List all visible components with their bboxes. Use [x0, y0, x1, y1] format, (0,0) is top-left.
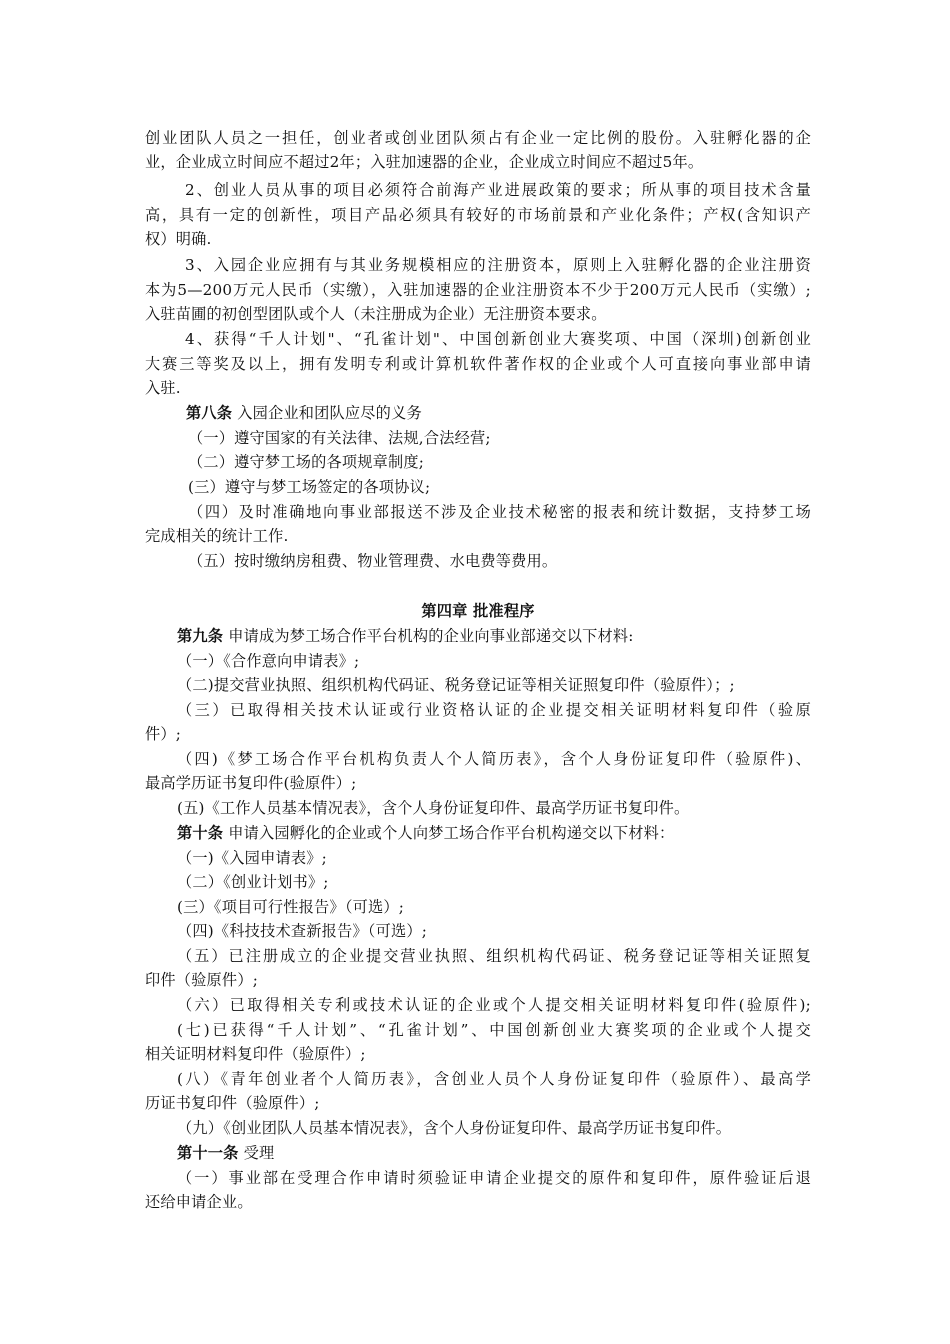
article-title: 申请入园孵化的企业或个人向梦工场合作平台机构递交以下材料： — [223, 824, 675, 842]
text-line: （一)《入园申请表》; — [177, 849, 327, 867]
article-10-heading — [177, 821, 811, 845]
article-title: 申请成为梦工场合作平台机构的企业向事业部递交以下材料: — [223, 627, 634, 645]
text-line: 入驻. — [145, 379, 181, 397]
chapter-4-title: 第四章 批准程序 — [421, 602, 535, 620]
article-label: 第九条 — [177, 627, 224, 645]
text-line: （二）《创业计划书》; — [177, 873, 329, 891]
text-line: 印件（验原件）; — [145, 971, 259, 989]
article-label: 第十一条 — [177, 1144, 239, 1162]
text-line: (七)已获得“千人计划”、“孔雀计划”、中国创新创业大赛奖项的企业或个人提交 — [177, 1021, 811, 1039]
text-line: 创业团队人员之一担任，创业者或创业团队须占有企业一定比例的股份。入驻孵化器的企 — [145, 129, 811, 147]
text-line: （五）已注册成立的企业提交营业执照、组织机构代码证、税务登记证等相关证照复 — [177, 947, 811, 965]
text-line: (八）《青年创业者个人简历表》，含创业人员个人身份证复印件（验原件）、最高学 — [177, 1070, 811, 1088]
text-line: （六）已取得相关专利或技术认证的企业或个人提交相关证明材料复印件(验原件); — [177, 996, 811, 1014]
text-line: （九）《创业团队人员基本情况表》，含个人身份证复印件、最高学历证书复印件。 — [177, 1119, 732, 1137]
article-8-heading — [186, 401, 811, 425]
article-title: 入园企业和团队应尽的义务 — [232, 404, 422, 422]
article-title: 受理 — [238, 1144, 275, 1162]
text-line: 相关证明材料复印件（验原件）; — [145, 1045, 366, 1063]
text-line: 还给申请企业。 — [145, 1193, 253, 1211]
text-line: 最高学历证书复印件(验原件）; — [145, 774, 357, 792]
article-label: 第八条 — [186, 404, 233, 422]
text-line: （四）及时准确地向事业部报送不涉及企业技术秘密的报表和统计数据，支持梦工场 — [188, 503, 811, 521]
text-line: 大赛三等奖及以上，拥有发明专利或计算机软件著作权的企业或个人可直接向事业部申请 — [145, 355, 811, 373]
article-label: 第十条 — [177, 824, 224, 842]
text-line: （三）已取得相关技术认证或行业资格认证的企业提交相关证明材料复印件（验原 — [177, 701, 811, 719]
text-line: 件）; — [145, 725, 182, 743]
text-line: 入驻苗圃的初创型团队或个人（未注册成为企业）无注册资本要求。 — [145, 305, 607, 323]
text-line: （五）按时缴纳房租费、物业管理费、水电费等费用。 — [188, 552, 558, 570]
text-line: 4、获得“千人计划"、“孔雀计划"、中国创新创业大赛奖项、中国（深圳)创新创业 — [185, 330, 811, 348]
text-line: 历证书复印件（验原件）; — [145, 1094, 320, 1112]
text-line: （一）事业部在受理合作申请时须验证申请企业提交的原件和复印件，原件验证后退 — [177, 1169, 811, 1187]
text-line: 3、入园企业应拥有与其业务规模相应的注册资本，原则上入驻孵化器的企业注册资 — [185, 256, 811, 274]
article-11-heading — [177, 1141, 811, 1165]
text-line: （二)提交营业执照、组织机构代码证、税务登记证等相关证照复印件（验原件）；; — [177, 676, 735, 694]
text-line: 业，企业成立时间应不超过2年；入驻加速器的企业，企业成立时间应不超过5年。 — [145, 153, 704, 171]
text-line: 2、创业人员从事的项目必须符合前海产业进展政策的要求；所从事的项目技术含量 — [185, 181, 811, 199]
text-line: （四)《科技技术查新报告》（可选）; — [177, 922, 428, 940]
text-line: 权）明确. — [145, 230, 212, 248]
text-line: （四)《梦工场合作平台机构负责人个人简历表》，含个人身份证复印件（验原件)、 — [177, 750, 811, 768]
text-line: (三）遵守与梦工场签定的各项协议; — [188, 478, 431, 496]
text-line: (五)《工作人员基本情况表》，含个人身份证复印件、最高学历证书复印件。 — [177, 799, 690, 817]
text-line: （二）遵守梦工场的各项规章制度; — [188, 453, 425, 471]
text-line: 高，具有一定的创新性，项目产品必须具有较好的市场前景和产业化条件；产权(含知识产 — [145, 206, 811, 224]
article-9-heading — [177, 624, 811, 648]
text-line: （一）遵守国家的有关法律、法规,合法经营; — [188, 429, 491, 447]
text-line: 本为5—200万元人民币（实缴），入驻加速器的企业注册资本不少于200万元人民币（实缴）; — [145, 281, 811, 299]
text-line: 完成相关的统计工作. — [145, 527, 289, 545]
text-line: (三）《项目可行性报告》（可选）; — [177, 898, 405, 916]
text-line: （一）《合作意向申请表》; — [177, 652, 360, 670]
